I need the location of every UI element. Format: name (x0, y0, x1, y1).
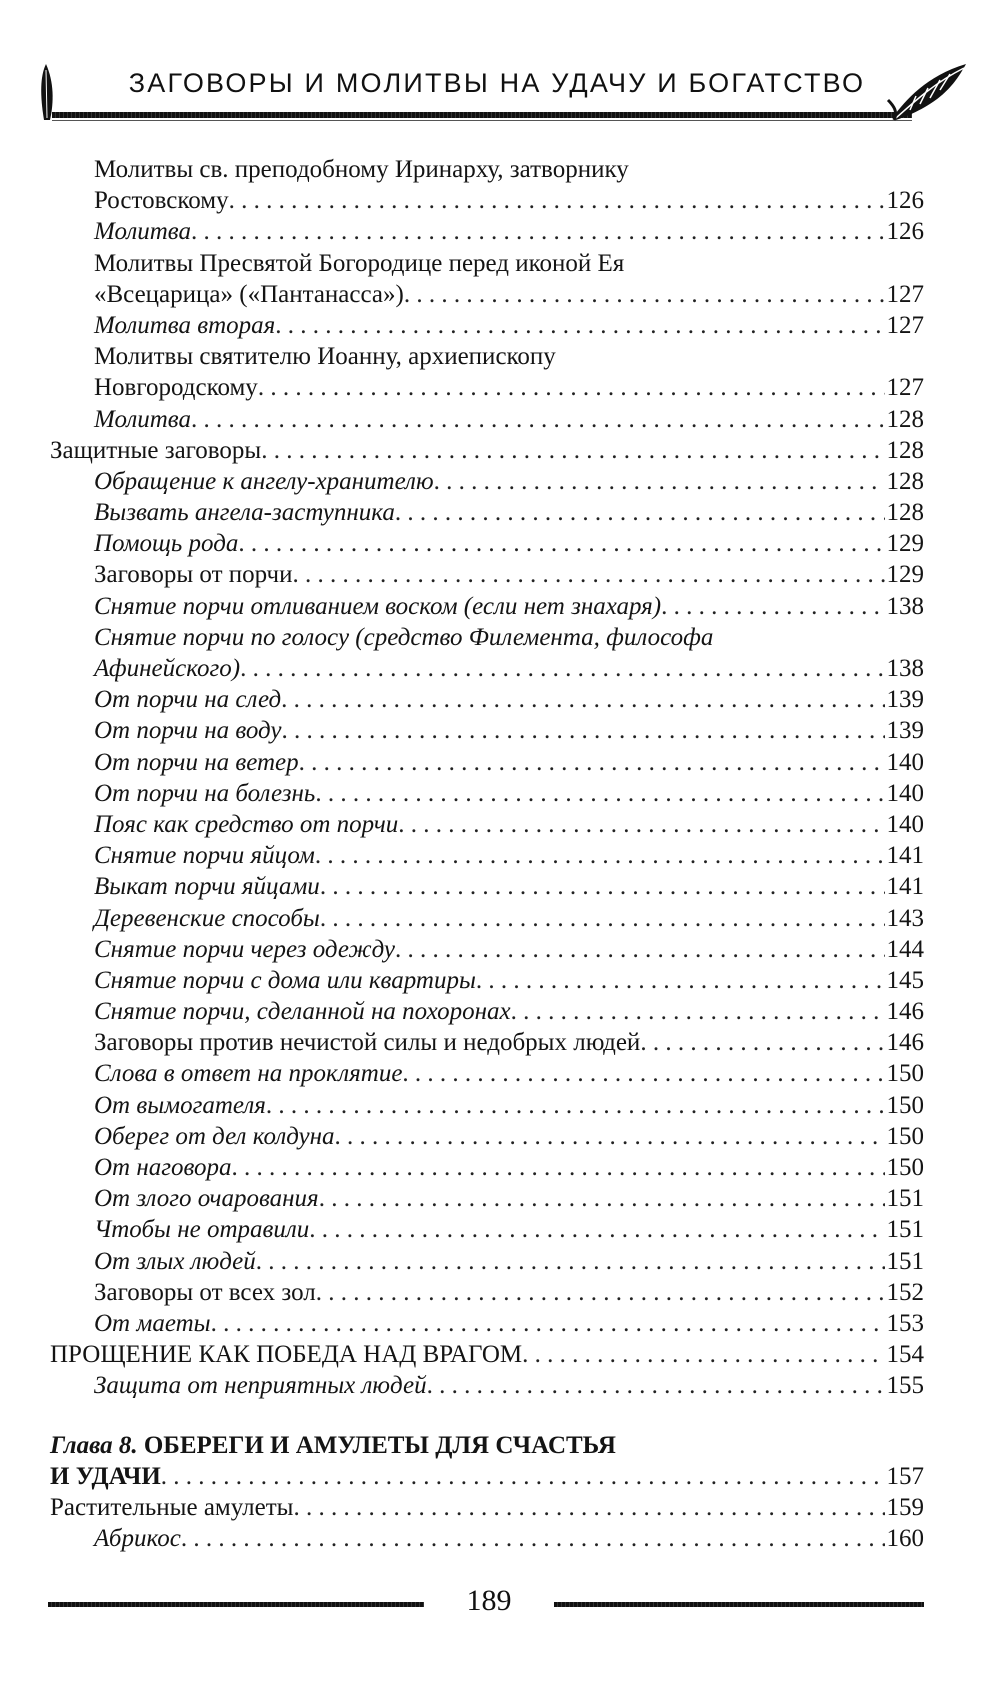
toc-entry-title: Оберег от дел колдуна (94, 1122, 335, 1150)
toc-page-number: 150 (886, 1154, 924, 1181)
toc-entry (94, 653, 924, 684)
toc-row (50, 341, 924, 372)
dot-leader (427, 1370, 885, 1401)
toc-page-number: 146 (886, 998, 924, 1026)
toc-page-number: 143 (886, 904, 924, 932)
dot-leader (476, 965, 885, 996)
toc-page-number: 160 (886, 1525, 924, 1553)
toc-entry (94, 840, 924, 871)
dot-leader (402, 1058, 884, 1089)
toc-entry (94, 404, 924, 435)
dot-leader (522, 1339, 884, 1370)
toc-row (50, 310, 924, 341)
dot-leader (232, 1152, 885, 1183)
dot-leader (398, 809, 884, 840)
dot-leader (315, 778, 884, 809)
toc-entry-title: Молитвы св. преподобному Иринарху, затворнику (94, 156, 629, 183)
toc-row (50, 466, 924, 497)
toc-entry (94, 466, 924, 497)
toc-page-number: 154 (886, 1341, 924, 1369)
toc-row (50, 1308, 924, 1339)
dot-leader (281, 684, 884, 715)
toc-row (50, 1090, 924, 1121)
toc-page-number: 151 (886, 1185, 924, 1213)
toc-entry (94, 1152, 924, 1183)
toc-row (50, 528, 924, 559)
dot-leader (256, 1246, 885, 1277)
toc-row (50, 809, 924, 840)
toc-entry (94, 1523, 924, 1554)
running-title: ЗАГОВОРЫ И МОЛИТВЫ НА УДАЧУ И БОГАТСТВО (128, 68, 866, 98)
toc-entry-title: Выкат порчи яйцами (94, 873, 320, 901)
toc-entry-title: Молитва (94, 405, 191, 433)
toc-page-number: 146 (886, 1029, 924, 1057)
toc-row (50, 934, 924, 965)
toc-row (50, 1339, 924, 1370)
dot-leader (315, 840, 885, 871)
toc-entry-title: От порчи на болезнь (94, 779, 316, 807)
toc-entry-title: Снятие порчи, сделанной на похоронах (94, 998, 511, 1026)
dot-leader (299, 747, 885, 778)
toc-page-number: 129 (886, 561, 924, 589)
dot-leader (211, 1308, 885, 1339)
toc-entry (94, 684, 924, 715)
toc-entry (94, 372, 924, 403)
toc-entry-title: Помощь рода (94, 530, 239, 558)
toc-row (50, 1246, 924, 1277)
dot-leader (261, 435, 884, 466)
toc-entry (50, 1492, 924, 1523)
toc-entry-title: Защита от неприятных людей (94, 1372, 427, 1400)
toc-row (50, 840, 924, 871)
toc-entry-title: Обращение к ангелу-хранителю (94, 467, 434, 495)
toc-entry (94, 809, 924, 840)
toc-page-number: 144 (886, 935, 924, 963)
toc-page-number: 126 (886, 187, 924, 215)
dot-leader (161, 1461, 885, 1492)
toc-entry (94, 747, 924, 778)
toc-entry (94, 1246, 924, 1277)
toc-entry-title: «Всецарица» («Пантанасса») (94, 280, 404, 308)
toc-page-number: 150 (886, 1091, 924, 1119)
dot-leader (258, 372, 885, 403)
toc-entry-title: Молитва вторая (94, 311, 276, 339)
footer-rule-left (48, 1602, 424, 1607)
dot-leader (404, 279, 885, 310)
dot-leader (320, 871, 885, 902)
dot-leader (238, 528, 884, 559)
toc-page-number: 152 (886, 1278, 924, 1306)
dot-leader (275, 310, 884, 341)
dot-leader (191, 216, 885, 247)
toc-entry (50, 435, 924, 466)
dot-leader (335, 1121, 885, 1152)
dot-leader (640, 1027, 884, 1058)
toc-row (50, 435, 924, 466)
toc-entry-title: Снятие порчи отливанием воском (если нет знахаря) (94, 592, 662, 620)
toc-entry-title: Новгородскому (94, 374, 258, 402)
toc-entry (94, 1121, 924, 1152)
toc-page-number: 140 (886, 779, 924, 807)
toc-page-number: 151 (886, 1247, 924, 1275)
toc-page-number: 138 (886, 655, 924, 682)
toc-entry (94, 965, 924, 996)
toc-page-number: 141 (886, 842, 924, 870)
toc-entry-title: От наговора (94, 1154, 232, 1181)
toc-row (50, 903, 924, 934)
toc-row (50, 1058, 924, 1089)
toc-page-number: 139 (886, 686, 924, 714)
toc-row (50, 1430, 924, 1461)
toc-entry-title: Снятие порчи через одежду (94, 935, 396, 963)
dot-leader (266, 1090, 885, 1121)
toc-row (50, 1214, 924, 1245)
dot-leader (240, 653, 884, 684)
page-footer (48, 1580, 924, 1624)
toc-row (50, 747, 924, 778)
toc-row (50, 559, 924, 590)
toc-row (50, 1152, 924, 1183)
toc-row (50, 965, 924, 996)
toc-row (50, 1523, 924, 1554)
toc-page-number: 153 (886, 1309, 924, 1337)
toc-entry-title: Заговоры от всех зол (94, 1278, 316, 1306)
toc-page-number: 140 (886, 748, 924, 776)
chapter-label: Глава 8. (50, 1431, 138, 1459)
toc-entry (94, 1277, 924, 1308)
toc-entry (94, 1308, 924, 1339)
toc-page-number: 140 (886, 810, 924, 838)
toc-page-number: 127 (886, 280, 924, 308)
toc-page-number: 127 (886, 311, 924, 339)
toc-row (50, 185, 924, 216)
toc-row (50, 279, 924, 310)
toc-entry (94, 1058, 924, 1089)
toc-entry-title: От маеты (94, 1309, 211, 1337)
dot-leader (309, 1214, 884, 1245)
toc-entry (94, 871, 924, 902)
toc-row (50, 248, 924, 279)
footer-rule-right (554, 1602, 924, 1607)
dot-leader (191, 404, 885, 435)
toc-entry-title: От порчи на след (94, 686, 282, 714)
toc-row (50, 1461, 924, 1492)
toc-entry-title: Молитвы Пресвятой Богородице перед иконой Ея (94, 249, 625, 277)
dot-leader (395, 934, 884, 965)
toc-entry (50, 1339, 924, 1370)
toc-entry (94, 778, 924, 809)
toc-row (50, 154, 924, 185)
toc-entry-title: Чтобы не отравили (94, 1216, 310, 1244)
toc-row (50, 404, 924, 435)
toc-entry-title: Заговоры против нечистой силы и недобрых людей (94, 1029, 641, 1057)
toc-entry-title: Заговоры от порчи (94, 561, 293, 589)
toc-entry (94, 715, 924, 746)
toc-entry (94, 996, 924, 1027)
toc-entry-title: Защитные заговоры (50, 436, 262, 464)
dot-leader (229, 185, 885, 216)
toc-entry-title: И УДАЧИ (50, 1462, 161, 1490)
toc-row (50, 871, 924, 902)
toc-row (50, 216, 924, 247)
dot-leader (181, 1523, 885, 1554)
toc-page-number: 128 (886, 405, 924, 433)
toc-entry-title: Пояс как средство от порчи (94, 810, 399, 838)
toc-row (50, 684, 924, 715)
toc-page-number: 157 (886, 1462, 924, 1490)
toc-entry (94, 1214, 924, 1245)
toc-entry (94, 497, 924, 528)
toc-row (50, 1492, 924, 1523)
toc-row (50, 715, 924, 746)
toc-entry (94, 528, 924, 559)
toc-page-number: 150 (886, 1122, 924, 1150)
header-rule-thin (52, 120, 912, 121)
toc-entry (94, 1090, 924, 1121)
toc-entry (94, 591, 924, 622)
toc-entry (94, 279, 924, 310)
toc-row (50, 622, 924, 653)
toc-row (50, 778, 924, 809)
toc-entry-title: От злых людей (94, 1247, 256, 1275)
toc-row (50, 1370, 924, 1401)
toc-entry-title: От вымогателя (94, 1091, 266, 1119)
toc-entry-title: От порчи на воду (94, 717, 282, 745)
table-of-contents (50, 154, 924, 1554)
toc-entry (94, 1370, 924, 1401)
toc-entry-title: Снятие порчи по голосу (средство Филемента, философа (94, 623, 714, 651)
running-header (24, 56, 970, 126)
toc-page-number: 128 (886, 467, 924, 495)
toc-entry-title: От злого очарования (94, 1185, 319, 1213)
toc-entry (94, 310, 924, 341)
toc-row (50, 653, 924, 684)
chapter-title: ОБЕРЕГИ И АМУЛЕТЫ ДЛЯ СЧАСТЬЯ (143, 1431, 616, 1459)
leaf-ornament-icon (886, 60, 972, 122)
toc-entry-title: Деревенские способы (94, 904, 320, 932)
toc-page-number: 128 (886, 436, 924, 464)
toc-entry (94, 559, 924, 590)
dot-leader (661, 591, 884, 622)
toc-page-number: 159 (886, 1493, 924, 1521)
dot-leader (319, 1183, 885, 1214)
toc-page-number: 128 (886, 499, 924, 527)
dot-leader (281, 715, 884, 746)
toc-entry (94, 903, 924, 934)
dot-leader (293, 1492, 884, 1523)
toc-entry-title: Слова в ответ на проклятие (94, 1060, 403, 1088)
dot-leader (316, 1277, 885, 1308)
toc-entry-title: Снятие порчи яйцом (94, 842, 315, 870)
toc-row (50, 1277, 924, 1308)
toc-page-number: 155 (886, 1372, 924, 1400)
dot-leader (511, 996, 885, 1027)
toc-entry (94, 934, 924, 965)
toc-page-number: 145 (886, 966, 924, 994)
toc-entry-title: Афинейского) (94, 655, 241, 682)
toc-row (50, 497, 924, 528)
toc-page-number: 138 (886, 592, 924, 620)
toc-page-number: 129 (886, 530, 924, 558)
toc-page-number: 141 (886, 873, 924, 901)
dot-leader (395, 497, 885, 528)
toc-entry-title: Абрикос (94, 1525, 181, 1553)
toc-entry-title: Молитва (94, 218, 191, 246)
toc-row (50, 1027, 924, 1058)
toc-page-number: 139 (886, 717, 924, 745)
toc-page-number: 151 (886, 1216, 924, 1244)
toc-row (50, 1121, 924, 1152)
toc-entry-title: Молитвы святителю Иоанну, архиепископу (94, 343, 556, 371)
dot-leader (434, 466, 885, 497)
dot-leader (293, 559, 885, 590)
header-rule (52, 112, 912, 118)
toc-row (50, 1183, 924, 1214)
toc-entry-title: Вызвать ангела-заступника (94, 499, 395, 527)
dot-leader (320, 903, 885, 934)
toc-entry (94, 185, 924, 216)
toc-entry (94, 1027, 924, 1058)
toc-entry (94, 216, 924, 247)
toc-entry-title: Растительные амулеты (50, 1493, 294, 1521)
toc-entry (50, 1461, 924, 1492)
toc-page-number: 127 (886, 374, 924, 402)
toc-entry (94, 1183, 924, 1214)
toc-entry-title: ПРОЩЕНИЕ КАК ПОБЕДА НАД ВРАГОМ (50, 1341, 523, 1369)
toc-row (50, 591, 924, 622)
toc-row (50, 996, 924, 1027)
toc-entry-title: Ростовскому (94, 187, 229, 215)
toc-row (50, 372, 924, 403)
toc-page-number: 126 (886, 218, 924, 246)
page-number: 189 (466, 1584, 512, 1617)
toc-entry-title: От порчи на ветер (94, 748, 299, 776)
toc-page-number: 150 (886, 1060, 924, 1088)
toc-entry-title: Снятие порчи с дома или квартиры (94, 966, 476, 994)
